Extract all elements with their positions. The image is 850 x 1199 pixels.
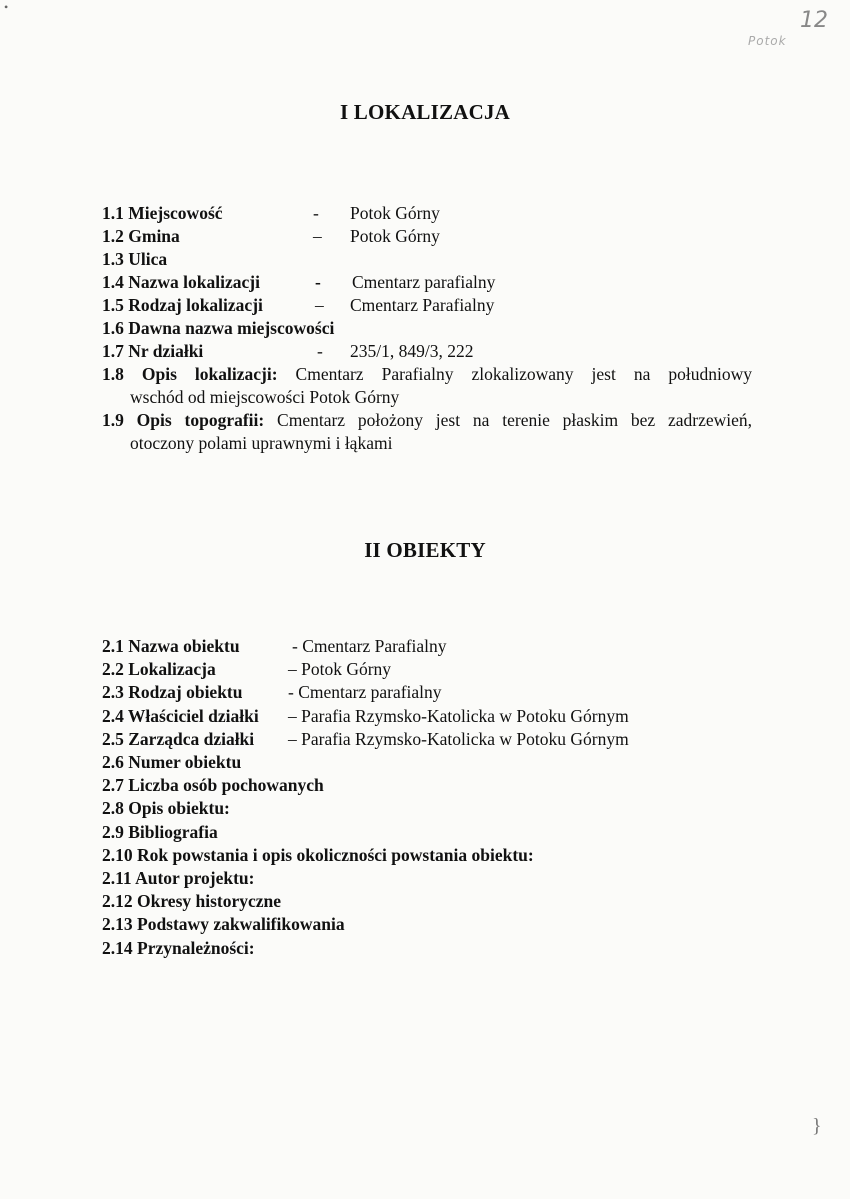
row-1-1 (102, 202, 223, 224)
obiekt-row-5 (102, 728, 254, 750)
row-label: 2.11 Autor projektu: (102, 868, 255, 888)
row-label: 2.6 Numer obiektu (102, 752, 242, 772)
obiekt-row-6 (102, 751, 241, 773)
obiekt-row-4 (102, 705, 259, 727)
obiekt-row-5-value: – Parafia Rzymsko-Katolicka w Potoku Górnym (288, 729, 629, 749)
row-1-1-value: Potok Górny (350, 203, 440, 223)
opis-topografii (102, 409, 752, 454)
row-1-5-value: Cmentarz Parafialny (350, 295, 495, 315)
row-label: 2.8 Opis obiektu: (102, 798, 230, 818)
row-1-7-value: 235/1, 849/3, 222 (350, 341, 474, 361)
row-label: 1.1 Miejscowość (102, 203, 223, 223)
page-number-handwritten: 12 (800, 8, 828, 33)
obiekt-row-3-value: - Cmentarz parafialny (288, 682, 442, 702)
scan-mark: • (4, 0, 9, 14)
row-label: 1.4 Nazwa lokalizacji (102, 272, 260, 292)
row-1-7 (102, 340, 203, 362)
row-label: 2.3 Rodzaj obiektu (102, 682, 243, 702)
obiekt-row-7 (102, 774, 324, 796)
opis-lokalizacji (102, 363, 752, 408)
obiekt-row-14 (102, 937, 255, 959)
row-label: 1.3 Ulica (102, 249, 168, 269)
row-1-2-sep: – (313, 226, 322, 246)
obiekt-row-12 (102, 890, 281, 912)
row-1-5-sep: – (315, 295, 324, 315)
obiekt-row-8 (102, 797, 230, 819)
obiekt-row-13 (102, 913, 345, 935)
row-1-2-value: Potok Górny (350, 226, 440, 246)
row-label: 2.13 Podstawy zakwalifikowania (102, 914, 345, 934)
row-label: 2.9 Bibliografia (102, 822, 218, 842)
obiekt-row-9 (102, 821, 218, 843)
obiekt-row-10 (102, 844, 534, 866)
row-label: 2.5 Zarządca działki (102, 729, 255, 749)
row-label: 1.6 Dawna nazwa miejscowości (102, 318, 335, 338)
row-label: 2.4 Właściciel działki (102, 706, 259, 726)
obiekt-row-1 (102, 635, 240, 657)
handwritten-note: Potok (748, 34, 787, 48)
section-heading-lokalizacja: I LOKALIZACJA (339, 100, 511, 124)
row-1-6 (102, 317, 334, 339)
row-label: 2.2 Lokalizacja (102, 659, 216, 679)
row-1-5 (102, 294, 263, 316)
row-1-2 (102, 225, 180, 247)
row-1-4 (102, 271, 260, 293)
opis-topografii-text1: Cmentarz położony jest na terenie płaskim bez zadrzewień, (277, 410, 752, 430)
opis-lokalizacji-text1: Cmentarz Parafialny zlokalizowany jest na południowy (295, 364, 753, 384)
row-label: 2.1 Nazwa obiektu (102, 636, 240, 656)
obiekt-row-1-value: - Cmentarz Parafialny (292, 636, 447, 656)
opis-lokalizacji-label: 1.8 Opis lokalizacji: (102, 364, 278, 384)
obiekt-row-2-value: – Potok Górny (288, 659, 392, 679)
row-label: 2.14 Przynależności: (102, 938, 255, 958)
row-1-3 (102, 248, 167, 270)
opis-topografii-label: 1.9 Opis topografii: (102, 410, 265, 430)
row-label: 1.2 Gmina (102, 226, 180, 246)
obiekt-row-4-value: – Parafia Rzymsko-Katolicka w Potoku Górnym (288, 706, 629, 726)
opis-topografii-text2: otoczony polami uprawnymi i łąkami (130, 432, 393, 453)
row-1-1-sep: - (313, 203, 319, 223)
obiekt-row-2 (102, 658, 216, 680)
row-label: 2.12 Okresy historyczne (102, 891, 282, 911)
scan-mark-bottom: } (812, 1115, 822, 1137)
row-1-4-sep: - (315, 272, 321, 292)
row-label: 1.5 Rodzaj lokalizacji (102, 295, 263, 315)
row-1-4-value: Cmentarz parafialny (352, 272, 496, 292)
opis-lokalizacji-text2: wschód od miejscowości Potok Górny (130, 386, 400, 407)
row-1-7-sep: - (317, 341, 323, 361)
row-label: 1.7 Nr działki (102, 341, 204, 361)
obiekt-row-11 (102, 867, 255, 889)
row-label: 2.7 Liczba osób pochowanych (102, 775, 324, 795)
row-label: 2.10 Rok powstania i opis okoliczności powstania obiektu: (102, 845, 534, 865)
section-heading-obiekty: II OBIEKTY (364, 538, 486, 562)
obiekt-row-3 (102, 681, 243, 703)
